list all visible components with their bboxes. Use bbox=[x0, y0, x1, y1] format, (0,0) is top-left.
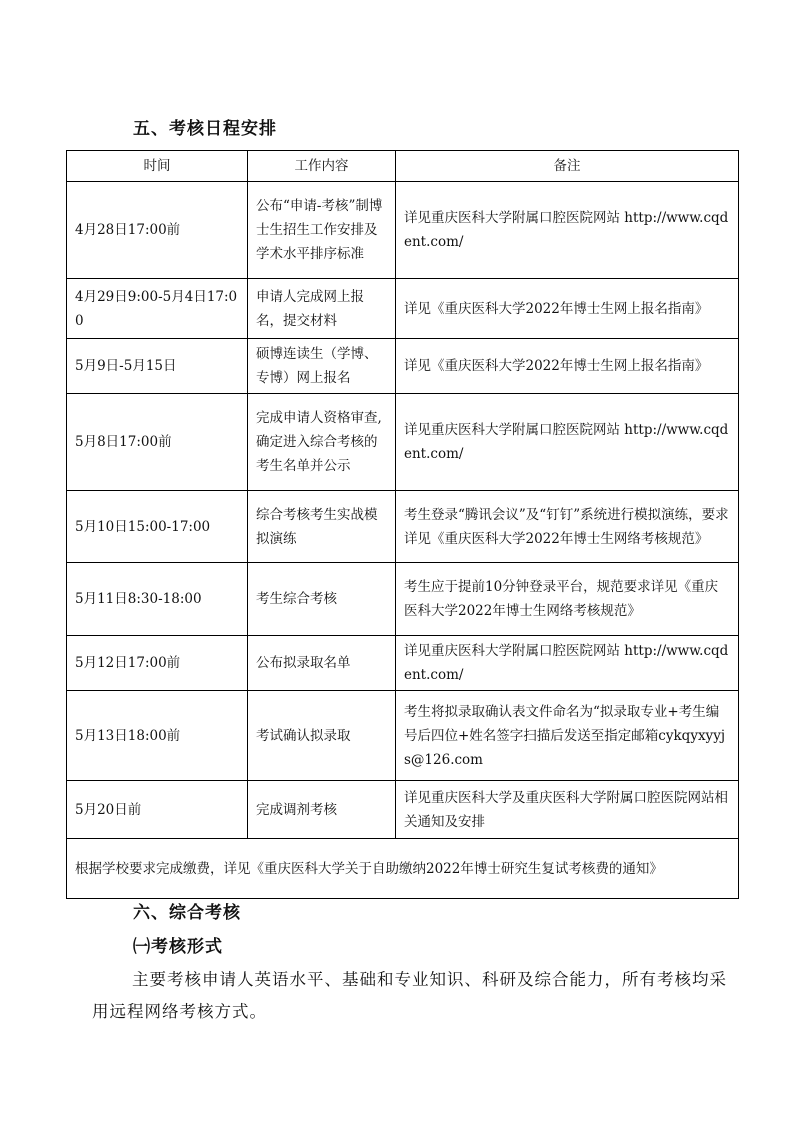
cell-content: 综合考核考生实战模拟演练 bbox=[248, 491, 396, 563]
subsection-1-heading: ㈠考核形式 bbox=[133, 937, 223, 957]
cell-time: 5月8日17:00前 bbox=[67, 394, 248, 491]
table-header-row bbox=[67, 151, 739, 182]
table-row bbox=[67, 182, 739, 279]
cell-content: 公布拟录取名单 bbox=[248, 636, 396, 691]
cell-content: 考试确认拟录取 bbox=[248, 691, 396, 781]
cell-content: 申请人完成网上报名，提交材料 bbox=[248, 279, 396, 339]
cell-time: 4月29日9:00-5月4日17:00 bbox=[67, 279, 248, 339]
cell-content: 公布“申请-考核”制博士生招生工作安排及学术水平排序标准 bbox=[248, 182, 396, 279]
table-row bbox=[67, 279, 739, 339]
table-footnote: 根据学校要求完成缴费，详见《重庆医科大学关于自助缴纳2022年博士研究生复试考核费的通知》 bbox=[67, 839, 739, 899]
table-row bbox=[67, 339, 739, 394]
cell-content: 考生综合考核 bbox=[248, 563, 396, 636]
cell-content: 完成申请人资格审查,确定进入综合考核的考生名单并公示 bbox=[248, 394, 396, 491]
cell-time: 4月28日17:00前 bbox=[67, 182, 248, 279]
cell-note: 考生将拟录取确认表文件命名为“拟录取专业+考生编号后四位+姓名签字扫描后发送至指定邮箱cykqyxyyjs@126.com bbox=[396, 691, 739, 781]
table-row bbox=[67, 636, 739, 691]
schedule-table bbox=[66, 150, 739, 899]
cell-note: 考生应于提前10分钟登录平台，规范要求详见《重庆医科大学2022年博士生网络考核规范》 bbox=[396, 563, 739, 636]
table-row bbox=[67, 563, 739, 636]
section-5-heading: 五、考核日程安排 bbox=[133, 119, 277, 139]
header-note: 备注 bbox=[396, 151, 739, 182]
header-content: 工作内容 bbox=[248, 151, 396, 182]
cell-time: 5月10日15:00-17:00 bbox=[67, 491, 248, 563]
cell-note: 详见重庆医科大学附属口腔医院网站 http://www.cqdent.com/ bbox=[396, 182, 739, 279]
table-row bbox=[67, 394, 739, 491]
table-footnote-row bbox=[67, 839, 739, 899]
cell-note: 详见重庆医科大学及重庆医科大学附属口腔医院网站相关通知及安排 bbox=[396, 781, 739, 839]
cell-content: 硕博连读生（学博、专博）网上报名 bbox=[248, 339, 396, 394]
body-paragraph: 主要考核申请人英语水平、基础和专业知识、科研及综合能力，所有考核均采用远程网络考核方式。 bbox=[92, 970, 727, 1021]
section-6-heading: 六、综合考核 bbox=[133, 903, 241, 923]
table-row bbox=[67, 781, 739, 839]
table-row bbox=[67, 691, 739, 781]
cell-content: 完成调剂考核 bbox=[248, 781, 396, 839]
cell-note: 详见《重庆医科大学2022年博士生网上报名指南》 bbox=[396, 339, 739, 394]
cell-note: 详见重庆医科大学附属口腔医院网站 http://www.cqdent.com/ bbox=[396, 394, 739, 491]
cell-time: 5月9日-5月15日 bbox=[67, 339, 248, 394]
cell-time: 5月12日17:00前 bbox=[67, 636, 248, 691]
header-time: 时间 bbox=[67, 151, 248, 182]
cell-time: 5月20日前 bbox=[67, 781, 248, 839]
cell-time: 5月11日8:30-18:00 bbox=[67, 563, 248, 636]
cell-time: 5月13日18:00前 bbox=[67, 691, 248, 781]
cell-note: 考生登录“腾讯会议”及“钉钉”系统进行模拟演练，要求详见《重庆医科大学2022年博士生网络考核规范》 bbox=[396, 491, 739, 563]
cell-note: 详见《重庆医科大学2022年博士生网上报名指南》 bbox=[396, 279, 739, 339]
cell-note: 详见重庆医科大学附属口腔医院网站 http://www.cqdent.com/ bbox=[396, 636, 739, 691]
table-row bbox=[67, 491, 739, 563]
